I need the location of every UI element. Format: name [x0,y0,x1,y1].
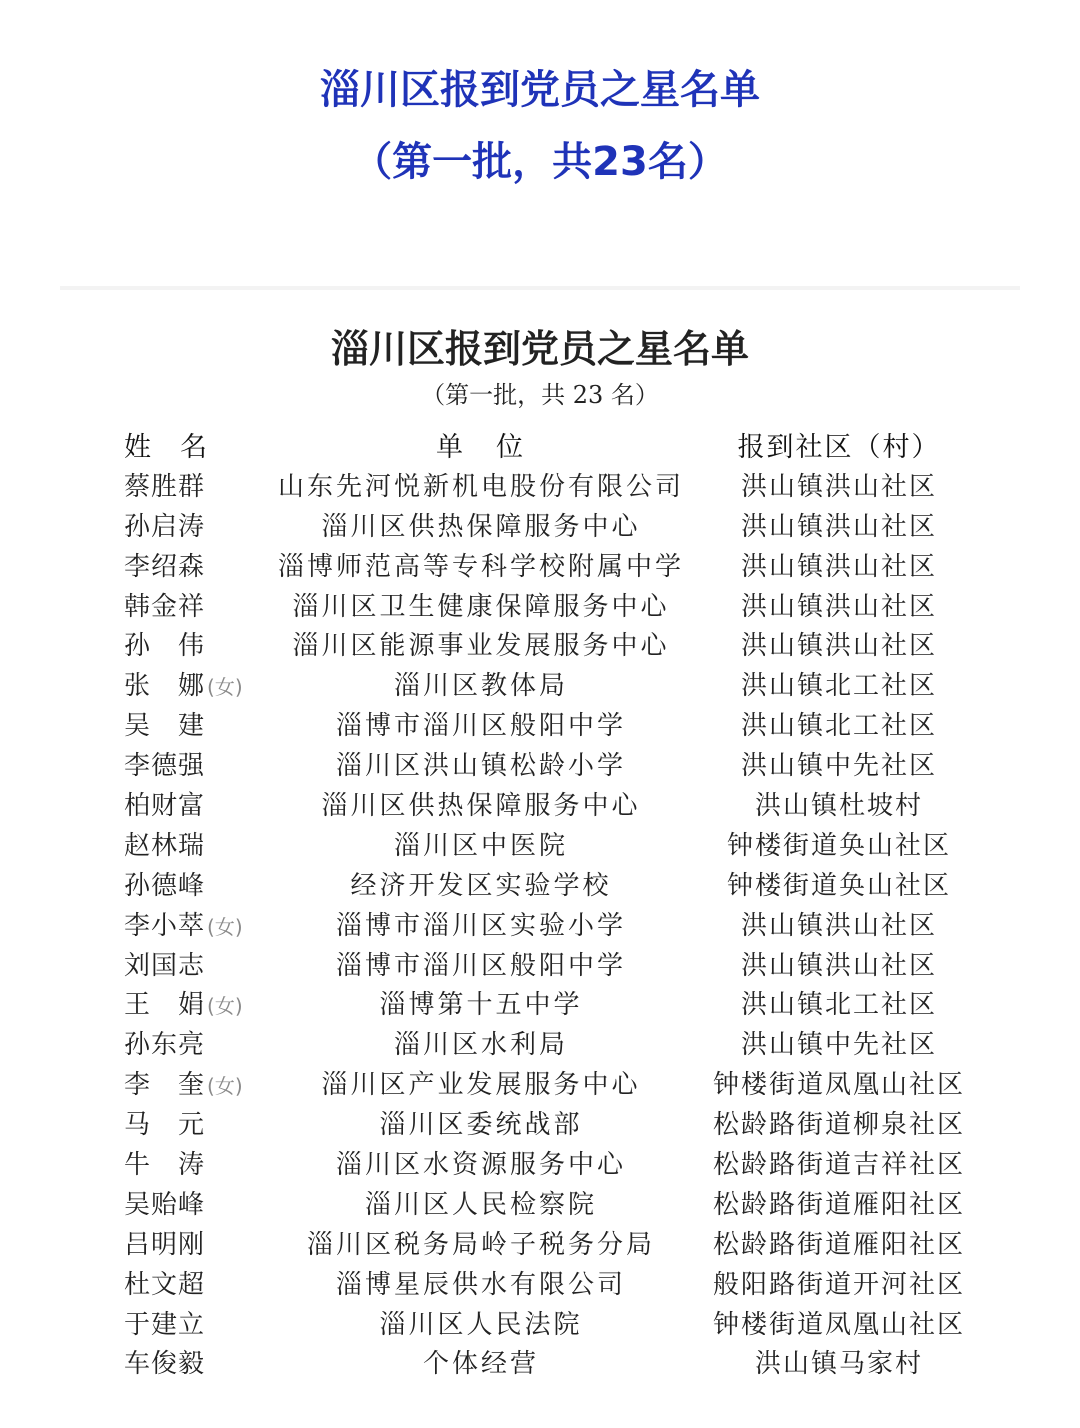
table-row [0,1026,1080,1066]
member-unit: 淄川区税务局岭子税务分局 [306,1229,655,1260]
member-unit: 淄川区供热保障服务中心 [321,511,641,542]
column-header-community: 报到社区（村） [737,432,941,463]
member-unit: 淄川区委统战部 [379,1110,583,1141]
member-name-text: 张 娜 [124,671,206,702]
member-community: 钟楼街道凤凰山社区 [712,1070,965,1101]
member-community: 洪山镇北工社区 [740,990,937,1021]
member-unit: 淄川区中医院 [393,830,568,861]
table-row [0,508,1080,548]
member-community: 洪山镇洪山社区 [740,511,937,542]
table-row [0,986,1080,1026]
member-community: 洪山镇洪山社区 [740,591,937,622]
member-unit: 淄博市淄川区般阳中学 [335,711,626,742]
member-community: 洪山镇北工社区 [740,671,937,702]
member-unit: 淄博星辰供水有限公司 [335,1269,626,1300]
member-name-text: 李小萃 [124,910,206,941]
member-name-text: 牛 涛 [124,1150,206,1181]
section-divider [60,286,1020,290]
member-name-text: 杜文超 [124,1269,206,1300]
gender-tag: (女) [207,675,243,700]
table-row [0,1066,1080,1106]
table-row [0,707,1080,747]
member-community: 松龄路街道柳泉社区 [712,1110,965,1141]
table-row [0,907,1080,947]
member-name-text: 车俊毅 [124,1349,206,1380]
table-header-row [0,428,1080,468]
member-unit: 淄博市淄川区实验小学 [335,910,626,941]
table-row [0,1106,1080,1146]
table-row [0,1345,1080,1385]
member-community: 般阳路街道开河社区 [712,1269,965,1300]
member-community: 松龄路街道雁阳社区 [712,1189,965,1220]
table-row [0,1266,1080,1306]
member-unit: 淄川区人民检察院 [364,1189,597,1220]
member-name-text: 李德强 [124,751,206,782]
document-subtitle: （第一批，共 23 名） [421,381,659,409]
table-row [0,1186,1080,1226]
member-name-text: 王 娟 [124,990,206,1021]
table-row [0,627,1080,667]
member-community: 洪山镇杜坡村 [754,791,923,822]
member-unit: 淄川区人民法院 [379,1309,583,1340]
member-name-text: 吴贻峰 [124,1189,206,1220]
member-community: 钟楼街道凤凰山社区 [712,1309,965,1340]
member-name-text: 柏财富 [124,791,206,822]
table-row [0,947,1080,987]
member-community: 洪山镇洪山社区 [740,631,937,662]
member-unit: 个体经营 [422,1349,539,1380]
member-unit: 淄川区能源事业发展服务中心 [292,631,670,662]
member-unit: 淄川区洪山镇松龄小学 [335,751,626,782]
table-row [0,548,1080,588]
table-row [0,1226,1080,1266]
member-name-text: 李绍森 [124,551,206,582]
member-unit: 淄川区供热保障服务中心 [321,791,641,822]
member-community: 钟楼街道奂山社区 [726,830,951,861]
member-community: 洪山镇洪山社区 [740,471,937,502]
table-row [0,827,1080,867]
member-unit: 淄川区水资源服务中心 [335,1150,626,1181]
member-unit: 淄博师范高等专科学校附属中学 [277,551,684,582]
page-subtitle: （第一批，共23名） [352,139,728,185]
document-title: 淄川区报到党员之星名单 [330,326,749,371]
member-name-text: 孙东亮 [124,1030,206,1061]
member-unit: 山东先河悦新机电股份有限公司 [277,471,684,502]
member-name-text: 孙启涛 [124,511,206,542]
member-unit: 淄川区卫生健康保障服务中心 [292,591,670,622]
member-name-text: 马 元 [124,1110,206,1141]
member-name-text: 蔡胜群 [124,471,206,502]
table-row [0,787,1080,827]
table-row [0,1306,1080,1346]
member-unit: 淄川区水利局 [393,1030,568,1061]
member-community: 洪山镇洪山社区 [740,910,937,941]
member-community: 松龄路街道雁阳社区 [712,1229,965,1260]
member-community: 钟楼街道奂山社区 [726,870,951,901]
member-name-text: 赵林瑞 [124,830,206,861]
member-community: 洪山镇北工社区 [740,711,937,742]
gender-tag: (女) [207,1074,243,1099]
table-row [0,667,1080,707]
member-name-text: 李 奎 [124,1070,206,1101]
member-unit: 经济开发区实验学校 [350,870,612,901]
member-name-text: 于建立 [124,1309,206,1340]
column-header-name: 姓 名 [124,432,208,463]
member-community: 洪山镇洪山社区 [740,950,937,981]
member-community: 洪山镇洪山社区 [740,551,937,582]
gender-tag: (女) [207,994,243,1019]
table-row [0,747,1080,787]
member-name-text: 刘国志 [124,950,206,981]
member-name-text: 孙 伟 [124,631,206,662]
member-name-text: 韩金祥 [124,591,206,622]
member-unit: 淄博市淄川区般阳中学 [335,950,626,981]
table-row [0,468,1080,508]
gender-tag: (女) [207,914,243,939]
member-unit: 淄博第十五中学 [379,990,583,1021]
member-unit: 淄川区产业发展服务中心 [321,1070,641,1101]
page-title: 淄川区报到党员之星名单 [320,67,760,113]
column-header-unit: 单 位 [436,432,526,463]
table-row [0,1146,1080,1186]
member-name-text: 吕明刚 [124,1229,206,1260]
member-community: 洪山镇中先社区 [740,1030,937,1061]
table-row [0,867,1080,907]
member-name-text: 吴 建 [124,711,206,742]
member-community: 洪山镇中先社区 [740,751,937,782]
table-row [0,588,1080,628]
member-community: 松龄路街道吉祥社区 [712,1150,965,1181]
member-community: 洪山镇马家村 [754,1349,923,1380]
member-name-text: 孙德峰 [124,870,206,901]
roster-table [0,428,1080,1385]
member-unit: 淄川区教体局 [393,671,568,702]
